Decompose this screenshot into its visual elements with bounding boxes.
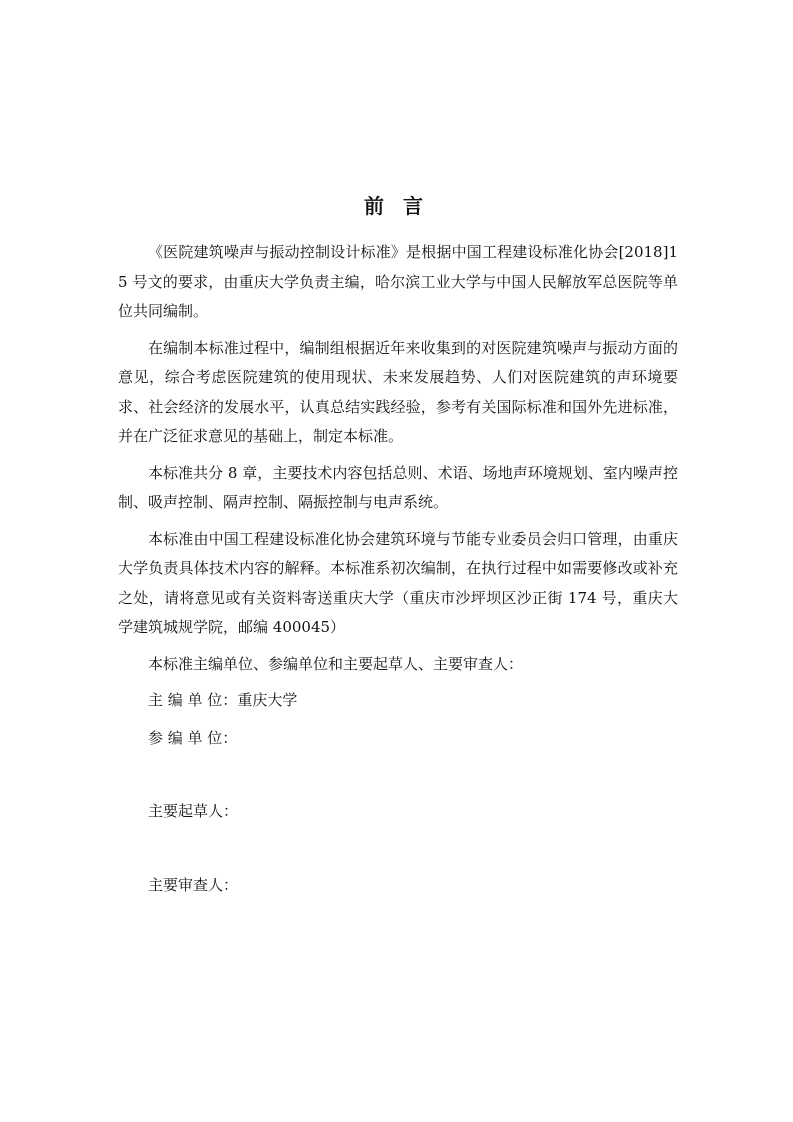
reviewers-line [118, 871, 678, 901]
drafters-label: 主要起草人： [148, 802, 239, 820]
participating-unit-label: 参 编 单 位： [148, 728, 238, 747]
drafters-line [118, 797, 678, 827]
preface-paragraph-2: 在编制本标准过程中，编制组根据近年来收集到的对医院建筑噪声与振动方面的意见，综合考虑医院建筑的使用现状、未来发展趋势、人们对医院建筑的声环境要求、社会经济的发展水平，认真总结实践经验，参考有关国际标准和国外先进标准，并在广泛征求意见的基础上，制定本标准。 [118, 338, 678, 445]
reviewers-label: 主要审查人： [148, 875, 239, 894]
page-title: 前 言 [364, 194, 429, 218]
preface-body [118, 238, 678, 900]
preface-paragraph-5: 本标准主编单位、参编单位和主要起草人、主要审查人： [148, 654, 524, 673]
preface-paragraph-3: 本标准共分 8 章，主要技术内容包括总则、术语、场地声环境规划、室内噪声控制、吸声控制、隔声控制、隔振控制与电声系统。 [118, 463, 678, 511]
preface-paragraph-1: 《医院建筑噪声与振动控制设计标准》是根据中国工程建设标准化协会[2018]15 号文的要求，由重庆大学负责主编，哈尔滨工业大学与中国人民解放军总医院等单位共同编制。 [118, 243, 678, 320]
preface-paragraph-4: 本标准由中国工程建设标准化协会建筑环境与节能专业委员会归口管理，由重庆大学负责具体技术内容的解释。本标准系初次编制，在执行过程中如需要修改或补充之处，请将意见或有关资料寄送重庆大学（重庆市沙坪坝区沙正街 174 号，重庆大学建筑城规学院，邮编 400045） [118, 529, 678, 636]
chief-unit-label: 主 编 单 位： [148, 691, 238, 709]
chief-unit-line [118, 686, 678, 716]
participating-unit-line [118, 724, 678, 754]
chief-unit-value: 重庆大学 [237, 691, 298, 709]
